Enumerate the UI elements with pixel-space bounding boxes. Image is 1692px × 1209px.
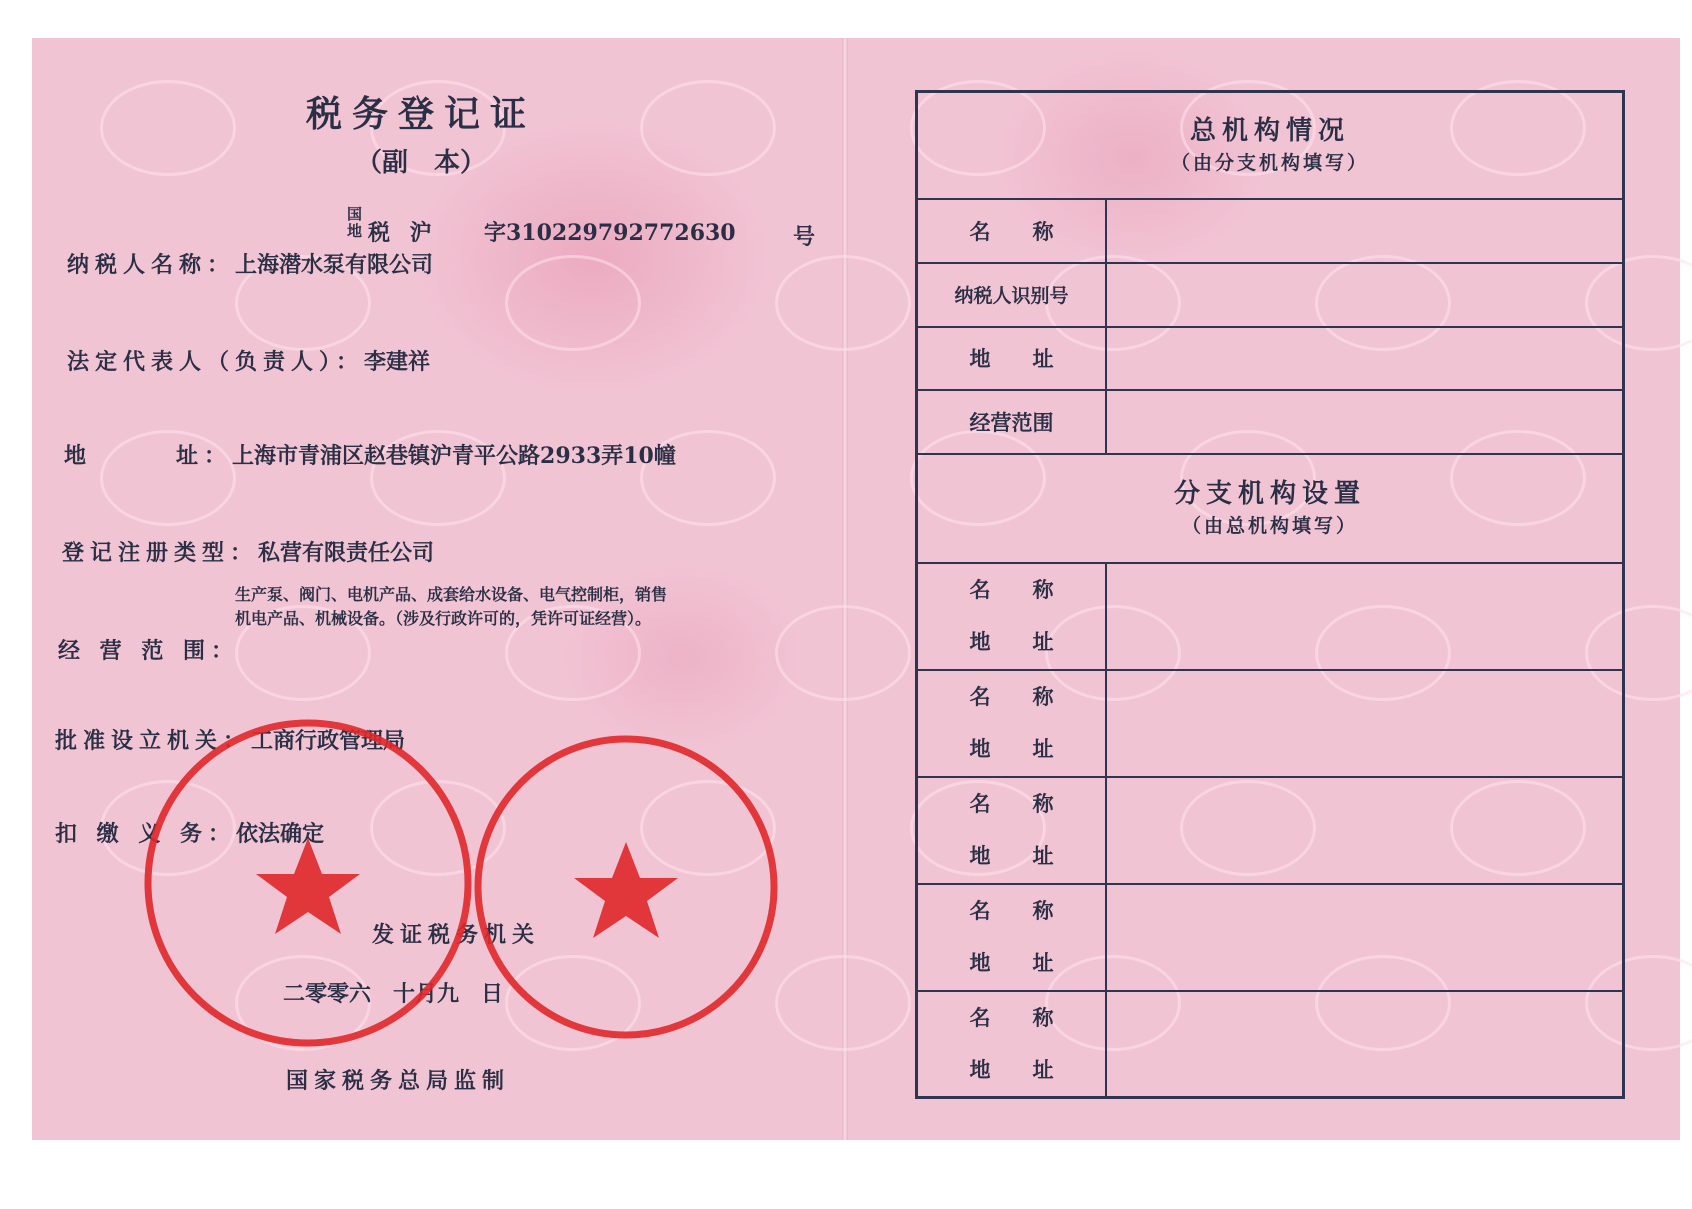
field-value: 李建祥	[364, 349, 431, 375]
row-label: 地 址	[969, 950, 1054, 976]
field-label: 地 址：	[64, 443, 233, 469]
certificate-subtitle: （副 本）	[355, 148, 486, 178]
row-label: 纳税人识别号	[917, 263, 1107, 327]
section-note: （由总机构填写）	[1181, 515, 1358, 537]
row-label: 地 址	[969, 1056, 1054, 1082]
prefix-guo: 国	[347, 205, 363, 223]
branches-header	[917, 454, 1624, 563]
branch-value-cell	[1106, 991, 1624, 1098]
field-value: 上海潜水泵有限公司	[235, 252, 434, 278]
section-title: 分支机构设置	[1173, 479, 1366, 509]
branch-labels	[917, 563, 1107, 670]
field-label: 登记注册类型：	[62, 540, 259, 566]
field-value: 工商行政管理局	[251, 728, 406, 754]
star-icon	[574, 842, 678, 938]
branch-labels	[917, 884, 1107, 991]
number-suffix: 号	[793, 224, 816, 250]
branch-labels	[917, 777, 1107, 884]
seal-local-tax	[478, 739, 774, 1035]
branch-labels	[917, 991, 1107, 1098]
prefix-di: 地	[347, 222, 363, 240]
section-note: （由分支机构填写）	[1170, 152, 1369, 175]
section-title: 总机构情况	[1189, 116, 1350, 147]
scope-line: 生产泵、阀门、电机产品、成套给水设备、电气控制柜，销售	[235, 585, 668, 604]
head-office-address-cell	[1106, 327, 1624, 390]
row-label: 名 称	[969, 683, 1054, 709]
branch-value-cell	[1106, 670, 1624, 777]
field-label: 扣 缴 义 务：	[55, 821, 236, 847]
supervisor-label: 国家税务总局监制	[286, 1068, 511, 1094]
scope-line: 机电产品、机械设备。（涉及行政许可的，凭许可证经营）。	[235, 609, 652, 628]
branch-labels	[917, 670, 1107, 777]
field-label: 纳税人名称：	[67, 252, 236, 278]
row-label: 名 称	[969, 790, 1054, 816]
branch-row	[917, 884, 1624, 991]
field-value: 私营有限责任公司	[258, 540, 435, 566]
certificate-title: 税务登记证	[305, 93, 536, 135]
row-label: 名 称	[969, 576, 1054, 602]
row-label: 名 称	[917, 199, 1107, 263]
branch-row	[917, 991, 1624, 1098]
branch-value-cell	[1106, 777, 1624, 884]
head-office-header	[917, 92, 1624, 199]
tax-number: 字310229792772630	[484, 220, 736, 246]
field-label: 批准设立机关：	[55, 728, 252, 754]
row-label: 地 址	[969, 629, 1054, 655]
field-label: 法定代表人（负责人）：	[67, 349, 365, 375]
branch-table	[915, 90, 1625, 1099]
branch-row	[917, 670, 1624, 777]
number-label: 税 沪	[368, 220, 438, 246]
row-label: 名 称	[969, 1004, 1054, 1030]
field-value: 上海市青浦区赵巷镇沪青平公路2933弄10幢	[232, 443, 676, 469]
branch-value-cell	[1106, 884, 1624, 991]
row-label: 地 址	[969, 736, 1054, 762]
head-office-scope-cell	[1106, 390, 1624, 454]
field-value: 依法确定	[235, 821, 324, 847]
head-office-name-cell	[1106, 199, 1624, 263]
issuer-label: 发证税务机关	[372, 922, 541, 948]
row-label: 地 址	[917, 327, 1107, 390]
branch-row	[917, 563, 1624, 670]
issue-date: 二零零六 十月九 日	[283, 981, 504, 1007]
field-scope-label: 经 营 范 围：	[58, 638, 239, 664]
head-office-taxid-cell	[1106, 263, 1624, 327]
row-label: 地 址	[969, 843, 1054, 869]
branch-value-cell	[1106, 563, 1624, 670]
star-icon	[256, 838, 360, 934]
branch-row	[917, 777, 1624, 884]
seal-national-tax	[148, 723, 468, 1043]
row-label: 名 称	[969, 897, 1054, 923]
row-label: 经营范围	[917, 390, 1107, 454]
